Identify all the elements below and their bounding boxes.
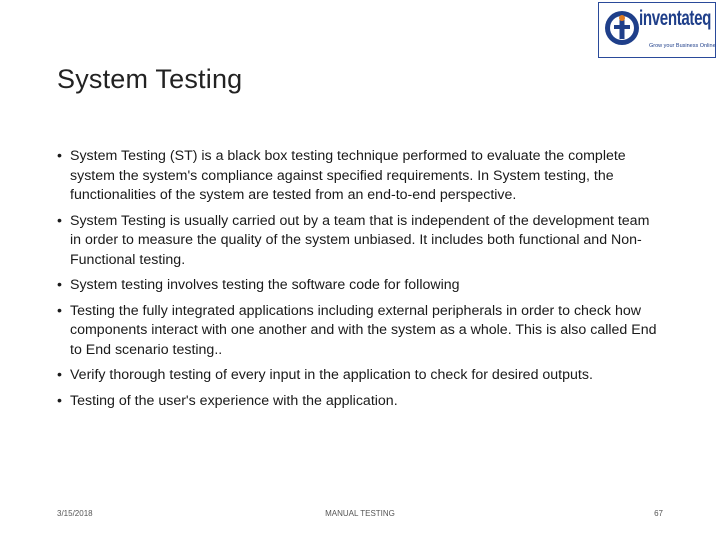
bullet-text: Verify thorough testing of every input in the application to check for desired outputs. xyxy=(70,367,593,383)
bullet-marker: • xyxy=(57,148,62,164)
footer-title: MANUAL TESTING xyxy=(325,509,395,518)
footer-date: 3/15/2018 xyxy=(57,509,93,518)
bullet-text: Testing the fully integrated applications including external peripherals in order to check how components interact with one another and with the system as a whole. This is also called End to End scenario testing.. xyxy=(70,302,657,358)
bullet-text: System Testing (ST) is a black box testing technique performed to evaluate the complete system the system's compliance against specified requirements. In System testing, the functionalities of the system are tested from an end-to-end perspective. xyxy=(70,148,626,203)
bullet-marker: • xyxy=(57,302,62,319)
logo-tagline: Grow your Business Online xyxy=(649,43,716,49)
bullet-text: System testing involves testing the software code for following xyxy=(70,277,460,293)
bullet-item xyxy=(57,366,662,386)
bullet-item xyxy=(57,392,662,412)
bullet-item xyxy=(57,276,662,296)
bullet-text: Testing of the user's experience with the application. xyxy=(70,392,398,409)
bullet-item xyxy=(57,147,662,206)
slide-title: System Testing xyxy=(57,64,243,94)
bullet-marker: • xyxy=(57,392,62,409)
logo-emblem-icon xyxy=(603,9,641,47)
bullet-list xyxy=(57,147,662,417)
bullet-item xyxy=(57,212,662,271)
bullet-marker: • xyxy=(57,212,62,229)
bullet-marker: • xyxy=(57,367,62,383)
bullet-text: System Testing is usually carried out by a team that is independent of the development team in order to measure the quality of the system unbiased. It includes both functional and Non-Functional testing. xyxy=(70,212,650,268)
page-number: 67 xyxy=(654,509,663,518)
logo-wordmark: inventateq xyxy=(639,7,712,30)
company-logo xyxy=(598,2,716,58)
bullet-item xyxy=(57,302,662,361)
bullet-marker: • xyxy=(57,277,62,293)
